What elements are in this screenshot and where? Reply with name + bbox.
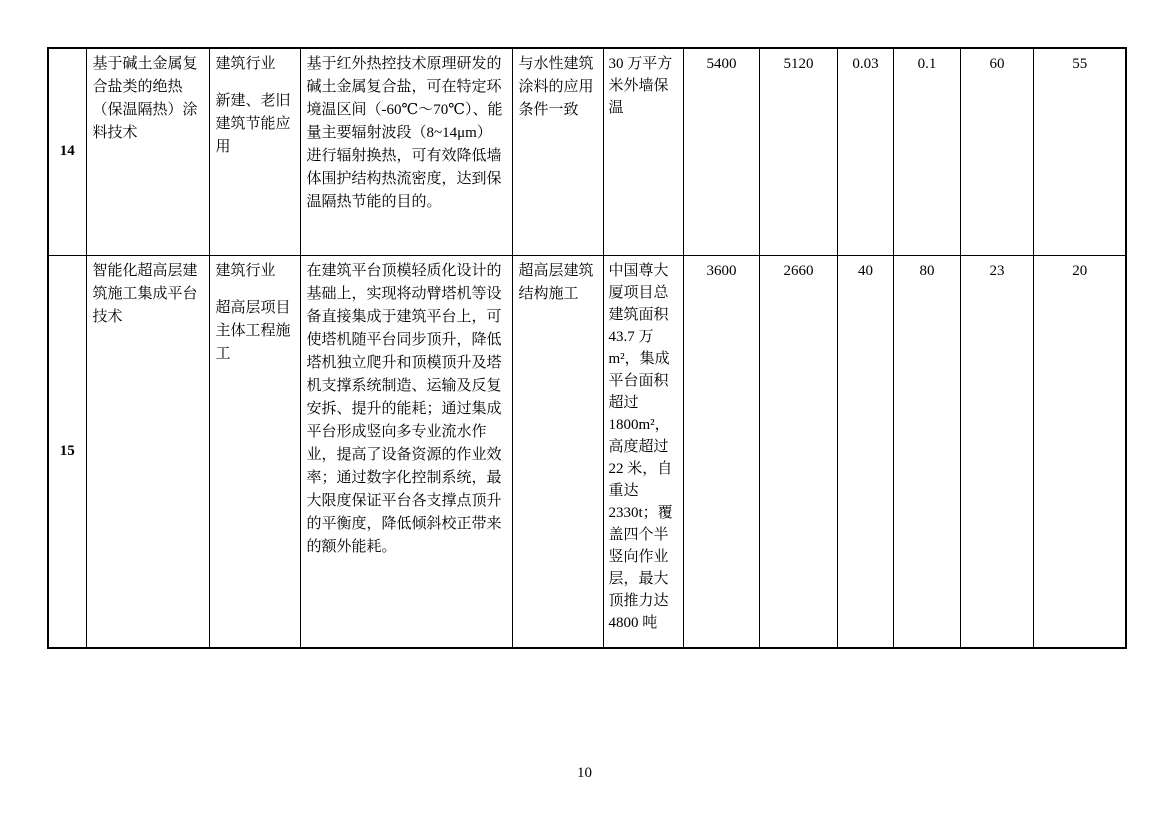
tech-name: 智能化超高层建筑施工集成平台技术: [92, 262, 198, 325]
metric-cell-1: [683, 255, 759, 648]
metric-value: 2660: [783, 262, 814, 279]
table-row-14: [48, 48, 1126, 255]
application-scope: 新建、老旧建筑节能应用: [215, 93, 291, 155]
metric-value: 0.03: [852, 56, 879, 72]
metric-value: 80: [919, 262, 935, 279]
metric-cell-1: [683, 48, 759, 255]
serial-number-cell: [48, 48, 86, 255]
tech-name: 基于碱土金属复合盐类的绝热（保温隔热）涂料技术: [92, 56, 198, 141]
technology-table: [47, 47, 1127, 649]
metric-value: 55: [1072, 56, 1088, 72]
case-scale-text: 30 万平方米外墙保温: [608, 56, 673, 116]
principle-cell: [300, 255, 512, 648]
case-scale-cell: [603, 48, 683, 255]
metric-value: 0.1: [917, 56, 937, 72]
industry: 建筑行业: [215, 56, 276, 72]
principle-text: 在建筑平台顶模轻质化设计的基础上，实现将动臂塔机等设备直接集成于建筑平台上，可使塔机随平台同步顶升，降低塔机独立爬升和顶模顶升及塔机支撑系统制造、运输及反复安拆、提升的能耗；通过集成平台形成竖向多专业流水作业，提高了设备资源的作业效率；通过数字化控制系统，最大限度保证平台各支撑点顶升的平衡度，降低倾斜校正带来的额外能耗。: [306, 262, 502, 555]
serial-number: 14: [59, 143, 75, 160]
metric-value: 20: [1072, 262, 1088, 279]
application-condition-cell: [512, 255, 603, 648]
industry-scope-cell: [209, 255, 300, 648]
case-scale-cell: [603, 255, 683, 648]
metric-cell-5: [960, 48, 1033, 255]
metric-cell-5: [960, 255, 1033, 648]
metric-value: 60: [989, 56, 1005, 72]
case-scale-text: 中国尊大厦项目总建筑面积 43.7 万 m²，集成平台面积超过 1800m²，高度超过 22 米，自重达 2330t；覆盖四个半竖向作业层，最大顶推力达 4800 吨: [608, 262, 673, 631]
tech-name-cell: [86, 255, 209, 648]
application-scope: 超高层项目主体工程施工: [215, 299, 291, 362]
metric-cell-4: [893, 48, 960, 255]
page-number: 10: [577, 765, 592, 781]
application-condition: 超高层建筑结构施工: [518, 262, 594, 302]
tech-name-cell: [86, 48, 209, 255]
metric-value: 40: [858, 262, 873, 279]
metric-value: 5400: [706, 56, 737, 72]
metric-cell-6: [1033, 48, 1126, 255]
industry-scope-cell: [209, 48, 300, 255]
application-condition-cell: [512, 48, 603, 255]
metric-value: 5120: [783, 56, 814, 72]
metric-cell-4: [893, 255, 960, 648]
serial-number: 15: [59, 442, 75, 459]
serial-number-cell: [48, 255, 86, 648]
metric-cell-2: [759, 48, 837, 255]
application-condition: 与水性建筑涂料的应用条件一致: [518, 56, 594, 118]
principle-cell: [300, 48, 512, 255]
metric-value: 3600: [706, 262, 737, 279]
metric-value: 23: [989, 262, 1005, 279]
principle-text: 基于红外热控技术原理研发的碱土金属复合盐，可在特定环境温区间（-60℃～70℃）、能量主要辐射波段（8~14μm）进行辐射换热，可有效降低墙体围护结构热流密度，达到保温隔热节能的目的。: [306, 56, 503, 210]
metric-cell-6: [1033, 255, 1126, 648]
metric-cell-3: [837, 255, 893, 648]
industry: 建筑行业: [215, 262, 276, 279]
metric-cell-3: [837, 48, 893, 255]
metric-cell-2: [759, 255, 837, 648]
table-row-15: [48, 255, 1126, 648]
